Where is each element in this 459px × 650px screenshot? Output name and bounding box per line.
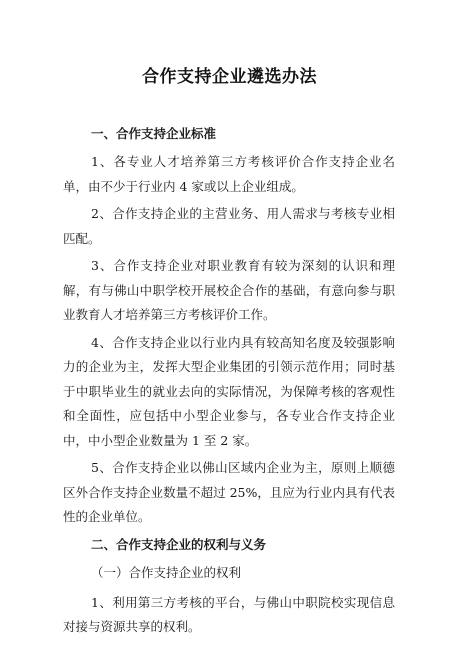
document-body bbox=[63, 122, 395, 643]
section-1-item-4: 4、合作支持企业以行业内具有较高知名度及较强影响力的企业为主，发挥大型企业集团的引领示范作用；同时基于中职毕业生的就业去向的实际情况，为保障考核的客观性和全面性，应包括中小型企业参与，各专业合作支持企业中，中小型企业数量为 1 至 2 家。 bbox=[63, 334, 395, 448]
section-1-item-3: 3、合作支持企业对职业教育有较为深刻的认识和理解，有与佛山中职学校开展校企合作的基础，有意向参与职业教育人才培养第三方考核评价工作。 bbox=[63, 258, 395, 322]
section-2-heading: 二、合作支持企业的权利与义务 bbox=[91, 536, 267, 552]
section-1-item-2: 2、合作支持企业的主营业务、用人需求与考核专业相匹配。 bbox=[63, 206, 395, 246]
document-title: 合作支持企业遴选办法 bbox=[142, 67, 317, 87]
section-1-heading: 一、合作支持企业标准 bbox=[91, 126, 217, 141]
section-1-item-1: 1、各专业人才培养第三方考核评价合作支持企业名单，由不少于行业内 4 家或以上企业组成。 bbox=[63, 154, 395, 194]
section-2-item-1: 1、利用第三方考核的平台，与佛山中职院校实现信息对接与资源共享的权利。 bbox=[63, 594, 395, 634]
section-1-item-5: 5、合作支持企业以佛山区域内企业为主，原则上顺德区外合作支持企业数量不超过 25%，且应为行业内具有代表性的企业单位。 bbox=[63, 460, 395, 524]
section-2-subheading: （一）合作支持企业的权利 bbox=[91, 564, 242, 580]
